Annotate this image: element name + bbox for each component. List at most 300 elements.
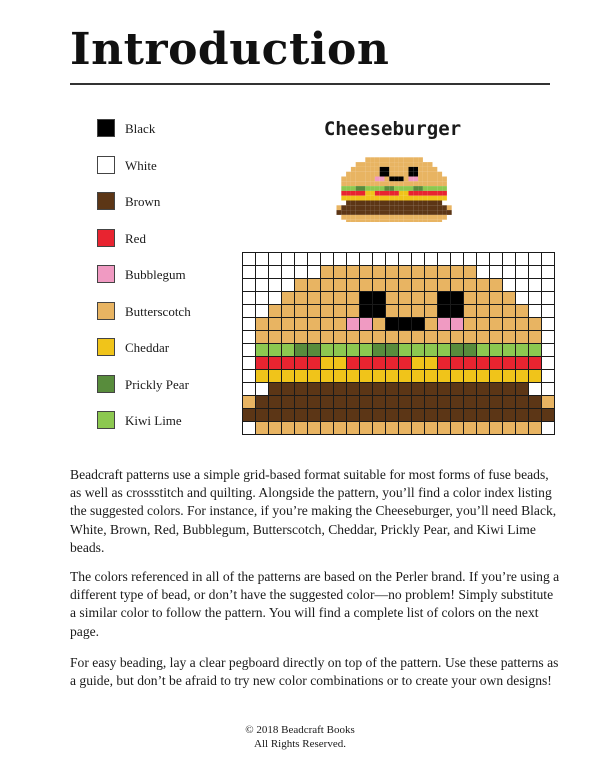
bead-cell — [503, 331, 516, 344]
bead-cell — [423, 201, 428, 206]
bead-cell — [399, 435, 412, 436]
bead-cell — [370, 191, 375, 196]
bead-cell — [370, 201, 375, 206]
bead-cell — [529, 253, 542, 266]
bead-cell — [399, 215, 404, 220]
bead-cell — [437, 181, 442, 186]
legend-item — [97, 192, 257, 212]
bead-cell — [341, 191, 346, 196]
bead-cell — [399, 196, 404, 201]
bead-cell — [394, 186, 399, 191]
bead-cell — [386, 409, 399, 422]
bead-cell — [423, 167, 428, 172]
bead-cell — [321, 357, 334, 370]
bead-cell — [477, 396, 490, 409]
bead-cell — [347, 292, 360, 305]
bead-cell — [346, 186, 351, 191]
bead-cell — [351, 167, 356, 172]
bead-cell — [243, 279, 256, 292]
bead-cell — [341, 215, 346, 220]
bead-cell — [347, 253, 360, 266]
bead-cell — [529, 357, 542, 370]
bead-cell — [385, 162, 390, 167]
bead-cell — [373, 409, 386, 422]
bead-cell — [269, 266, 282, 279]
bead-cell — [425, 266, 438, 279]
bead-cell — [356, 177, 361, 182]
bead-cell — [433, 177, 438, 182]
bead-cell — [477, 383, 490, 396]
bead-cell — [365, 191, 370, 196]
bead-cell — [282, 422, 295, 435]
bead-cell — [477, 318, 490, 331]
bead-cell — [425, 292, 438, 305]
bead-cell — [490, 292, 503, 305]
bead-cell — [341, 181, 346, 186]
bead-cell — [503, 253, 516, 266]
bead-cell — [451, 305, 464, 318]
bead-cell — [380, 210, 385, 215]
bead-cell — [394, 220, 399, 222]
bead-cell — [542, 318, 555, 331]
bead-cell — [334, 292, 347, 305]
bead-cell — [442, 181, 447, 186]
bead-cell — [243, 422, 256, 435]
bead-cell — [365, 196, 370, 201]
bead-cell — [418, 196, 423, 201]
bead-cell — [399, 220, 404, 222]
bead-cell — [423, 177, 428, 182]
bead-cell — [347, 396, 360, 409]
bead-cell — [437, 215, 442, 220]
bead-cell — [380, 186, 385, 191]
bead-cell — [380, 177, 385, 182]
bead-cell — [451, 279, 464, 292]
bead-cell — [282, 344, 295, 357]
bead-cell — [438, 383, 451, 396]
bead-cell — [542, 279, 555, 292]
bead-cell — [529, 344, 542, 357]
bead-cell — [243, 396, 256, 409]
bead-cell — [346, 205, 351, 210]
bead-cell — [418, 181, 423, 186]
bead-cell — [360, 422, 373, 435]
bead-cell — [389, 201, 394, 206]
bead-cell — [428, 201, 433, 206]
bead-cell — [433, 210, 438, 215]
bead-cell — [516, 292, 529, 305]
bead-cell — [361, 172, 366, 177]
bead-cell — [542, 292, 555, 305]
bead-cell — [413, 201, 418, 206]
bead-cell — [282, 409, 295, 422]
bead-cell — [428, 215, 433, 220]
bead-cell — [308, 292, 321, 305]
legend-label: Cheddar — [125, 340, 170, 355]
bead-cell — [346, 196, 351, 201]
colors-paragraph: The colors referenced in all of the patterns are based on the Perler brand. If you’re using a different type of bead, or don’t have the suggested color—no problem! Simply substitute a similar color to follow the pattern. You will find a complete list of colors on the next page. — [70, 569, 560, 639]
bead-cell — [243, 435, 256, 436]
bead-cell — [412, 409, 425, 422]
bead-cell — [425, 370, 438, 383]
bead-cell — [256, 370, 269, 383]
bead-cell — [351, 215, 356, 220]
bead-cell — [308, 409, 321, 422]
bead-cell — [399, 409, 412, 422]
bead-cell — [361, 181, 366, 186]
bead-cell — [433, 196, 438, 201]
bead-cell — [373, 305, 386, 318]
bead-cell — [437, 220, 442, 222]
bead-cell — [347, 344, 360, 357]
bead-cell — [370, 177, 375, 182]
legend-label: Prickly Pear — [125, 376, 189, 392]
bead-cell — [412, 435, 425, 436]
bead-cell — [295, 344, 308, 357]
bead-cell — [356, 210, 361, 215]
bead-cell — [269, 344, 282, 357]
bead-cell — [425, 253, 438, 266]
bead-cell — [399, 279, 412, 292]
bead-cell — [490, 370, 503, 383]
bead-cell — [370, 186, 375, 191]
bead-cell — [442, 186, 447, 191]
bead-cell — [386, 344, 399, 357]
bead-cell — [321, 266, 334, 279]
bead-cell — [412, 331, 425, 344]
bead-cell — [386, 279, 399, 292]
bead-cell — [373, 396, 386, 409]
bead-cell — [361, 196, 366, 201]
bead-cell — [438, 292, 451, 305]
bead-cell — [256, 253, 269, 266]
bead-cell — [375, 186, 380, 191]
bead-cell — [438, 409, 451, 422]
bead-cell — [503, 357, 516, 370]
bead-cell — [365, 201, 370, 206]
bead-cell — [477, 370, 490, 383]
bead-cell — [394, 162, 399, 167]
bead-cell — [464, 357, 477, 370]
bead-cell — [409, 205, 414, 210]
bead-cell — [394, 157, 399, 162]
bead-cell — [386, 383, 399, 396]
bead-cell — [389, 191, 394, 196]
bead-cell — [438, 396, 451, 409]
bead-cell — [351, 191, 356, 196]
bead-cell — [437, 177, 442, 182]
bead-cell — [385, 196, 390, 201]
bead-cell — [256, 292, 269, 305]
bead-cell — [385, 210, 390, 215]
bead-cell — [418, 157, 423, 162]
bead-cell — [269, 396, 282, 409]
bead-cell — [269, 383, 282, 396]
bead-cell — [334, 344, 347, 357]
legend-label: Black — [125, 121, 156, 136]
bead-cell — [399, 292, 412, 305]
bead-cell — [425, 331, 438, 344]
bead-cell — [503, 305, 516, 318]
bead-cell — [243, 370, 256, 383]
bead-cell — [425, 279, 438, 292]
bead-cell — [380, 201, 385, 206]
bead-cell — [389, 215, 394, 220]
bead-cell — [404, 210, 409, 215]
bead-cell — [529, 370, 542, 383]
bead-cell — [418, 210, 423, 215]
bead-cell — [503, 396, 516, 409]
bead-cell — [464, 253, 477, 266]
bead-cell — [442, 210, 447, 215]
bead-cell — [375, 177, 380, 182]
bead-cell — [412, 383, 425, 396]
bead-cell — [542, 409, 555, 422]
bead-cell — [433, 215, 438, 220]
bead-cell — [321, 435, 334, 436]
bead-cell — [438, 344, 451, 357]
bead-cell — [360, 396, 373, 409]
bead-cell — [347, 305, 360, 318]
bead-cell — [347, 435, 360, 436]
bead-cell — [423, 220, 428, 222]
bead-cell — [529, 318, 542, 331]
bead-cell — [428, 181, 433, 186]
bead-cell — [282, 318, 295, 331]
bead-cell — [346, 210, 351, 215]
bead-cell — [295, 292, 308, 305]
bead-cell — [282, 435, 295, 436]
bead-cell — [409, 167, 414, 172]
bead-cell — [269, 357, 282, 370]
bead-cell — [438, 435, 451, 436]
bead-cell — [442, 205, 447, 210]
bead-cell — [360, 344, 373, 357]
bead-cell — [243, 292, 256, 305]
bead-cell — [516, 435, 529, 436]
bead-cell — [386, 422, 399, 435]
bead-cell — [269, 292, 282, 305]
bead-cell — [385, 191, 390, 196]
bead-cell — [399, 186, 404, 191]
bead-cell — [542, 253, 555, 266]
bead-cell — [243, 305, 256, 318]
bead-cell — [394, 177, 399, 182]
bead-cell — [477, 422, 490, 435]
legend-label: Kiwi Lime — [125, 413, 182, 428]
bead-cell — [334, 409, 347, 422]
bead-cell — [321, 279, 334, 292]
bead-cell — [365, 157, 370, 162]
bead-cell — [409, 181, 414, 186]
bead-cell — [389, 157, 394, 162]
bead-cell — [375, 157, 380, 162]
bead-cell — [428, 177, 433, 182]
bead-cell — [404, 220, 409, 222]
bead-cell — [418, 191, 423, 196]
bead-cell — [321, 383, 334, 396]
bead-cell — [516, 409, 529, 422]
bead-cell — [365, 205, 370, 210]
bead-cell — [282, 305, 295, 318]
bead-cell — [413, 167, 418, 172]
bead-cell — [425, 318, 438, 331]
bead-cell — [389, 210, 394, 215]
bead-cell — [477, 279, 490, 292]
bead-cell — [334, 318, 347, 331]
bead-cell — [373, 370, 386, 383]
bead-cell — [399, 305, 412, 318]
bead-cell — [282, 396, 295, 409]
bead-cell — [423, 205, 428, 210]
bead-cell — [269, 279, 282, 292]
bead-cell — [269, 422, 282, 435]
bead-cell — [404, 196, 409, 201]
bead-cell — [347, 331, 360, 344]
bead-cell — [438, 422, 451, 435]
bead-cell — [451, 292, 464, 305]
color-swatch — [97, 302, 115, 320]
bead-cell — [360, 253, 373, 266]
bead-cell — [370, 162, 375, 167]
bead-cell — [282, 383, 295, 396]
bead-cell — [356, 186, 361, 191]
bead-cell — [399, 344, 412, 357]
bead-cell — [321, 292, 334, 305]
bead-cell — [412, 253, 425, 266]
bead-cell — [346, 181, 351, 186]
bead-cell — [437, 186, 442, 191]
legend-label: White — [125, 157, 157, 173]
bead-cell — [451, 344, 464, 357]
bead-cell — [370, 210, 375, 215]
bead-cell — [399, 191, 404, 196]
bead-cell — [361, 210, 366, 215]
bead-cell — [399, 383, 412, 396]
bead-cell — [375, 215, 380, 220]
bead-cell — [361, 191, 366, 196]
bead-cell — [308, 383, 321, 396]
bead-cell — [399, 162, 404, 167]
bead-cell — [385, 181, 390, 186]
bead-cell — [425, 396, 438, 409]
bead-cell — [425, 435, 438, 436]
bead-cell — [409, 215, 414, 220]
bead-cell — [418, 167, 423, 172]
bead-cell — [516, 331, 529, 344]
bead-cell — [360, 318, 373, 331]
bead-cell — [375, 220, 380, 222]
bead-cell — [418, 162, 423, 167]
bead-cell — [243, 409, 256, 422]
bead-cell — [385, 177, 390, 182]
bead-cell — [413, 205, 418, 210]
bead-cell — [503, 292, 516, 305]
bead-cell — [423, 196, 428, 201]
bead-cell — [351, 210, 356, 215]
legend-label: Bubblegum — [125, 267, 186, 282]
bead-cell — [516, 253, 529, 266]
bead-cell — [409, 162, 414, 167]
bead-cell — [433, 186, 438, 191]
bead-cell — [529, 383, 542, 396]
bead-cell — [437, 205, 442, 210]
bead-cell — [516, 266, 529, 279]
bead-cell — [375, 196, 380, 201]
bead-cell — [490, 396, 503, 409]
bead-cell — [341, 210, 346, 215]
pattern-title: Cheeseburger — [323, 118, 462, 140]
bead-cell — [503, 422, 516, 435]
bead-cell — [256, 409, 269, 422]
bead-cell — [529, 422, 542, 435]
bead-cell — [451, 370, 464, 383]
bead-cell — [438, 305, 451, 318]
bead-cell — [385, 157, 390, 162]
bead-cell — [361, 162, 366, 167]
bead-cell — [412, 344, 425, 357]
bead-cell — [413, 157, 418, 162]
bead-cell — [412, 279, 425, 292]
bead-cell — [413, 162, 418, 167]
bead-cell — [428, 210, 433, 215]
bead-cell — [529, 409, 542, 422]
bead-cell — [347, 357, 360, 370]
bead-cell — [425, 409, 438, 422]
bead-cell — [394, 215, 399, 220]
bead-cell — [385, 220, 390, 222]
bead-cell — [451, 331, 464, 344]
bead-cell — [464, 331, 477, 344]
bead-cell — [361, 220, 366, 222]
bead-cell — [404, 201, 409, 206]
bead-cell — [365, 186, 370, 191]
bead-cell — [308, 344, 321, 357]
bead-cell — [308, 396, 321, 409]
bead-cell — [389, 186, 394, 191]
bead-cell — [477, 331, 490, 344]
bead-cell — [442, 196, 447, 201]
bead-cell — [347, 370, 360, 383]
bead-cell — [282, 253, 295, 266]
bead-cell — [295, 331, 308, 344]
bead-cell — [269, 370, 282, 383]
bead-cell — [477, 435, 490, 436]
bead-cell — [351, 201, 356, 206]
bead-cell — [351, 186, 356, 191]
bead-cell — [529, 266, 542, 279]
bead-cell — [399, 396, 412, 409]
bead-cell — [389, 181, 394, 186]
bead-cell — [409, 196, 414, 201]
bead-cell — [451, 383, 464, 396]
bead-cell — [380, 215, 385, 220]
bead-cell — [386, 331, 399, 344]
bead-cell — [451, 266, 464, 279]
bead-cell — [370, 215, 375, 220]
bead-cell — [399, 370, 412, 383]
bead-cell — [477, 292, 490, 305]
bead-cell — [380, 172, 385, 177]
bead-cell — [394, 201, 399, 206]
bead-cell — [386, 305, 399, 318]
bead-cell — [347, 279, 360, 292]
bead-cell — [334, 253, 347, 266]
bead-cell — [380, 167, 385, 172]
bead-cell — [321, 422, 334, 435]
bead-cell — [399, 177, 404, 182]
bead-cell — [256, 396, 269, 409]
